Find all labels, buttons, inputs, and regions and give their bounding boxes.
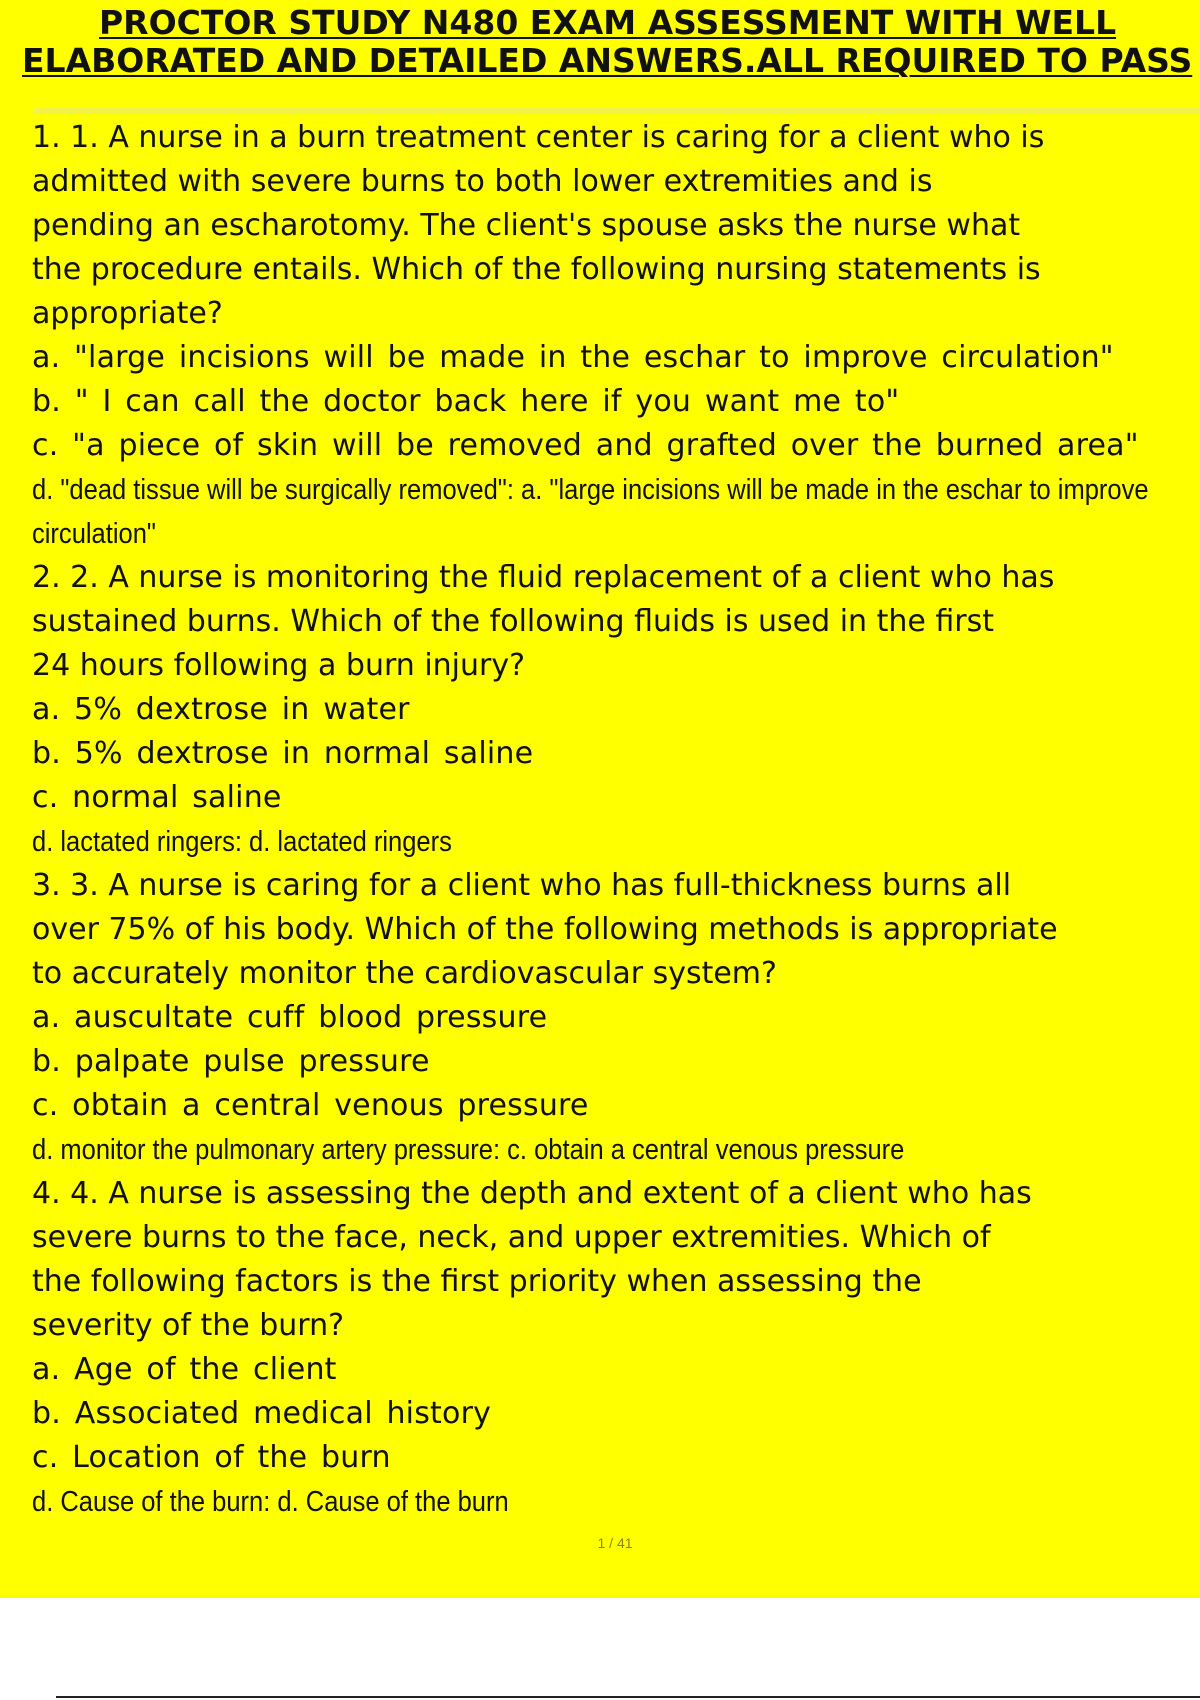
question-stem-line: 24 hours following a burn injury? — [32, 648, 526, 683]
answer-option-c: c. Location of the burn — [32, 1440, 391, 1475]
answer-option-b: b. " I can call the doctor back here if you want me to" — [32, 384, 900, 419]
question-1 — [32, 116, 1192, 556]
answer-key-text: d. monitor the pulmonary artery pressure: c. obtain a central venous pressure — [32, 1134, 905, 1166]
question-stem-line: 2. 2. A nurse is monitoring the fluid replacement of a client who has — [32, 560, 1055, 595]
answer-option-d-with-answer — [32, 1128, 1192, 1172]
question-stem-line: 3. 3. A nurse is caring for a client who has full-thickness burns all — [32, 868, 1012, 903]
answer-option-b: b. palpate pulse pressure — [32, 1044, 430, 1079]
document-title-line-1: PROCTOR STUDY N480 EXAM ASSESSMENT WITH WELL — [99, 4, 1117, 42]
question-stem-line: severity of the burn? — [32, 1308, 345, 1343]
answer-option-c: c. normal saline — [32, 780, 282, 815]
question-stem-line: to accurately monitor the cardiovascular system? — [32, 956, 777, 991]
answer-key-text: d. Cause of the burn: d. Cause of the burn — [32, 1486, 509, 1518]
answer-option-b: b. Associated medical history — [32, 1396, 492, 1431]
question-stem-line: 4. 4. A nurse is assessing the depth and extent of a client who has — [32, 1176, 1032, 1211]
answer-option-d-with-answer — [32, 1480, 1192, 1524]
question-4 — [32, 1172, 1192, 1524]
header-divider — [34, 108, 1200, 114]
question-stem-line: the following factors is the first priority when assessing the — [32, 1264, 922, 1299]
question-stem-line: pending an escharotomy. The client's spouse asks the nurse what — [32, 208, 1021, 243]
answer-option-c: c. "a piece of skin will be removed and grafted over the burned area" — [32, 428, 1139, 463]
question-stem-line: over 75% of his body. Which of the following methods is appropriate — [32, 912, 1058, 947]
answer-option-a: a. Age of the client — [32, 1352, 337, 1387]
question-2 — [32, 556, 1192, 864]
answer-option-c: c. obtain a central venous pressure — [32, 1088, 589, 1123]
question-stem-line: admitted with severe burns to both lower extremities and is — [32, 164, 933, 199]
page-bottom-rule — [56, 1696, 1200, 1698]
question-stem-line: severe burns to the face, neck, and upper extremities. Which of — [32, 1220, 991, 1255]
answer-option-a: a. "large incisions will be made in the eschar to improve circulation" — [32, 340, 1114, 375]
answer-option-a: a. 5% dextrose in water — [32, 692, 410, 727]
question-stem-line: the procedure entails. Which of the following nursing statements is — [32, 252, 1041, 287]
answer-key-text: d. "dead tissue will be surgically removed": a. "large incisions will be made in the eschar to improve circulation" — [32, 474, 1149, 550]
answer-option-d-with-answer — [32, 468, 1192, 556]
question-stem-line: sustained burns. Which of the following fluids is used in the first — [32, 604, 994, 639]
question-stem-line: appropriate? — [32, 296, 223, 331]
page-number: 1 / 41 — [597, 1535, 633, 1551]
question-stem-line: 1. 1. A nurse in a burn treatment center is caring for a client who is — [32, 120, 1045, 155]
question-3 — [32, 864, 1192, 1172]
answer-key-text: d. lactated ringers: d. lactated ringers — [32, 826, 452, 858]
document-title-line-2: ELABORATED AND DETAILED ANSWERS.ALL REQUIRED TO PASS — [22, 42, 1193, 80]
answer-option-d-with-answer — [32, 820, 1192, 864]
answer-option-a: a. auscultate cuff blood pressure — [32, 1000, 548, 1035]
answer-option-b: b. 5% dextrose in normal saline — [32, 736, 534, 771]
question-list — [32, 116, 1192, 1524]
